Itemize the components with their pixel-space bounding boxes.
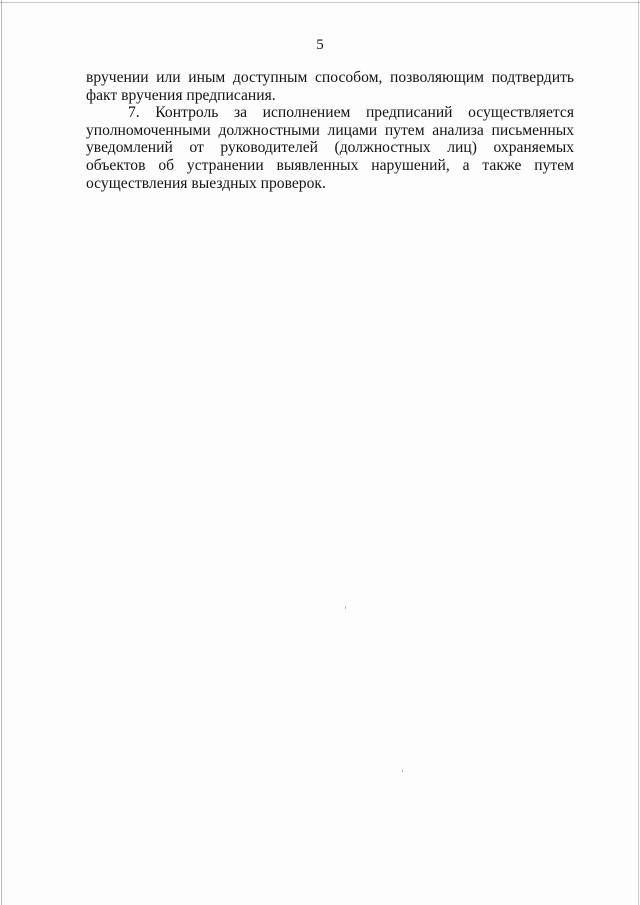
page-number: 5: [316, 37, 324, 53]
document-body: [86, 69, 574, 192]
scan-edge-left: [1, 0, 2, 905]
scan-speck: [345, 606, 346, 609]
scan-speck: [402, 770, 403, 772]
scan-edge-top: [0, 2, 640, 3]
paragraph-item-7: 7. Контроль за исполнением предписаний осуществляется уполномоченными должностными лицами путем анализа письменных уведомлений от руководителей (должностных лиц) охраняемых объектов об устранении выявленных нарушений, а также путем осуществления выездных проверок.: [86, 104, 574, 192]
paragraph-continuation: вручении или иным доступным способом, позволяющим подтвердить факт вручения предписания.: [86, 69, 574, 104]
scan-edge-right: [638, 0, 639, 905]
